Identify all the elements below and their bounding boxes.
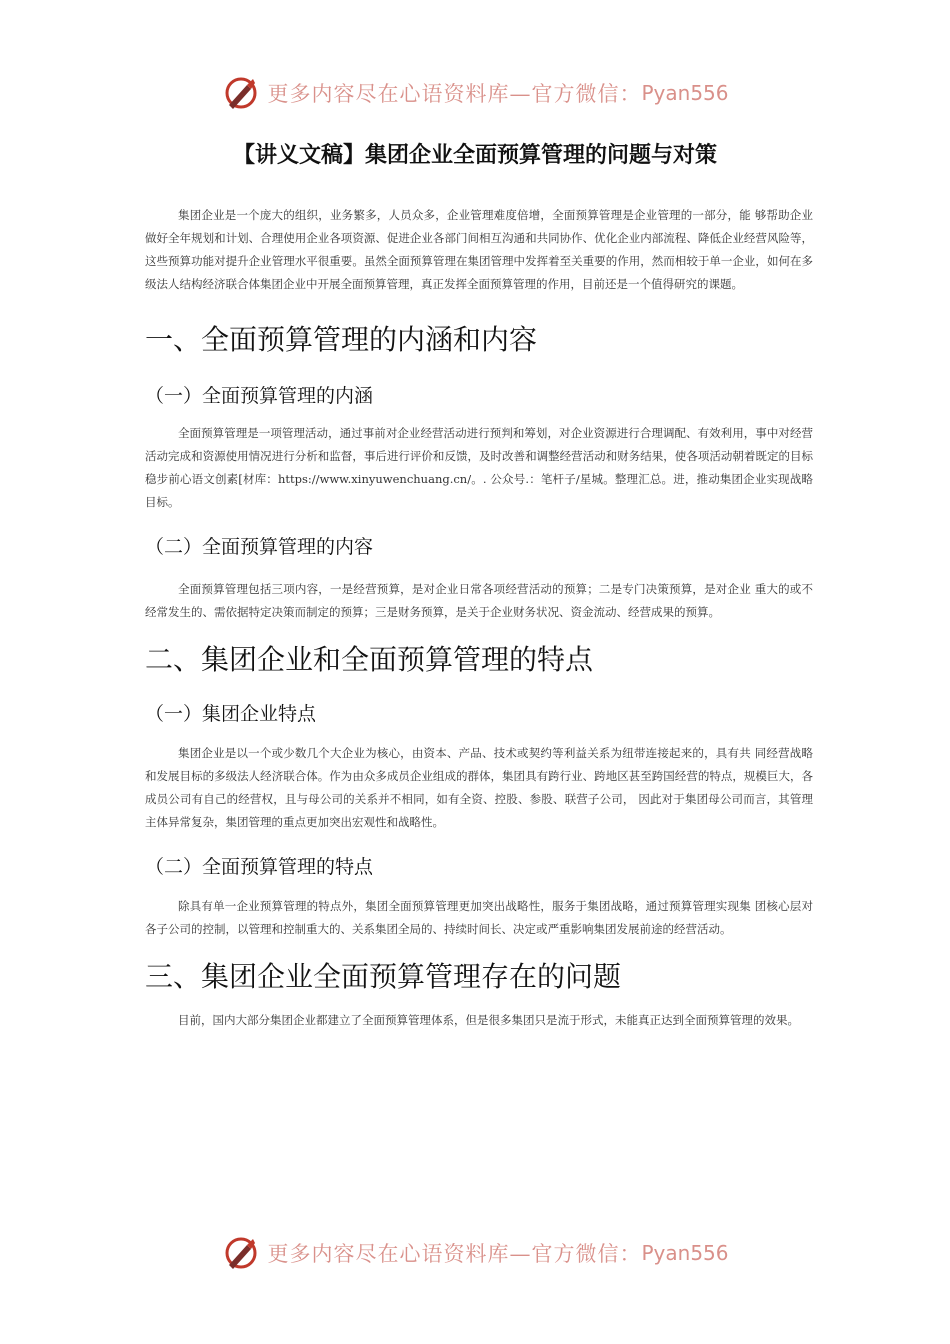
bottom-banner	[0, 1231, 950, 1275]
pen-logo-icon	[221, 73, 261, 113]
section-2-2-paragraph: 除具有单一企业预算管理的特点外，集团全面预算管理更加突出战略性，服务于集团战略，通过预算管理实现集 团核心层对各子公司的控制，以管理和控制重大的、关系集团全局的、持续时间长、决定或严重影响集团发展前途的经营活动。	[145, 899, 813, 936]
pen-logo-icon	[221, 1233, 261, 1273]
banner-text: 更多内容尽在心语资料库—官方微信：	[267, 1242, 642, 1266]
intro-paragraph: 集团企业是一个庞大的组织，业务繁多，人员众多，企业管理难度倍增，全面预算管理是企业管理的一部分，能 够帮助企业做好全年规划和计划、合理使用企业各项资源、促进企业各部门间相互沟通和共同协作、优化企业内部流程、降低企业经营风险等，这些预算功能对提升企业管理水平很重要。虽然全面预算管理在集团管理中发挥着至关重要的作用，然而相较于单一企业，如何在多级法人结构经济联合体集团企业中开展全面预算管理，真正发挥全面预算管理的作用，目前还是一个值得研究的课题。	[145, 208, 813, 291]
top-banner	[0, 71, 950, 115]
section-1-2-paragraph: 全面预算管理包括三项内容，一是经营预算，是对企业日常各项经营活动的预算；二是专门决策预算，是对企业 重大的或不经常发生的、需依据特定决策而制定的预算；三是财务预算，是关于企业财务状况、资金流动、经营成果的预算。	[145, 582, 813, 619]
section-1-heading: 一、全面预算管理的内涵和内容	[145, 323, 538, 356]
section-3-paragraph: 目前，国内大部分集团企业都建立了全面预算管理体系，但是很多集团只是流于形式，未能真正达到全面预算管理的效果。	[178, 1013, 799, 1027]
section-2-heading: 二、集团企业和全面预算管理的特点	[145, 643, 594, 676]
banner-wechat-id: Pyan556	[641, 1241, 729, 1265]
section-1-1-paragraph: 全面预算管理是一项管理活动，通过事前对企业经营活动进行预判和筹划，对企业资源进行合理调配、有效利用，事中对经营活动完成和资源使用情况进行分析和监督，事后进行评价和反馈，及时改善和调整经营活动和财务结果，使各项活动朝着既定的目标稳步前心语文创素[材库：https://www.xinyuwenchuang.cn/。. 公众号.：笔杆子/星城。整理汇总。进，推动集团企业实现战略目标。	[145, 426, 813, 509]
document-body	[145, 204, 813, 1032]
section-3-heading: 三、集团企业全面预算管理存在的问题	[145, 960, 622, 993]
banner-wechat-id: Pyan556	[641, 81, 729, 105]
section-2-2-heading: （二）全面预算管理的特点	[145, 856, 374, 878]
section-1-1-heading: （一）全面预算管理的内涵	[145, 385, 374, 407]
section-1-2-heading: （二）全面预算管理的内容	[145, 536, 374, 558]
banner-text: 更多内容尽在心语资料库—官方微信：	[267, 82, 642, 106]
section-2-1-paragraph: 集团企业是以一个或少数几个大企业为核心，由资本、产品、技术或契约等利益关系为纽带连接起来的，具有共 同经营战略和发展目标的多级法人经济联合体。作为由众多成员企业组成的群体，集团具有跨行业、跨地区甚至跨国经营的特点，规模巨大，各成员公司有自己的经营权，且与母公司的关系并不相同，如有全资、控股、参股、联营子公司， 因此对于集团母公司而言，其管理主体异常复杂，集团管理的重点更加突出宏观性和战略性。	[145, 746, 813, 829]
section-2-1-heading: （一）集团企业特点	[145, 703, 317, 725]
document-title: 【讲义文稿】集团企业全面预算管理的问题与对策	[232, 143, 717, 168]
